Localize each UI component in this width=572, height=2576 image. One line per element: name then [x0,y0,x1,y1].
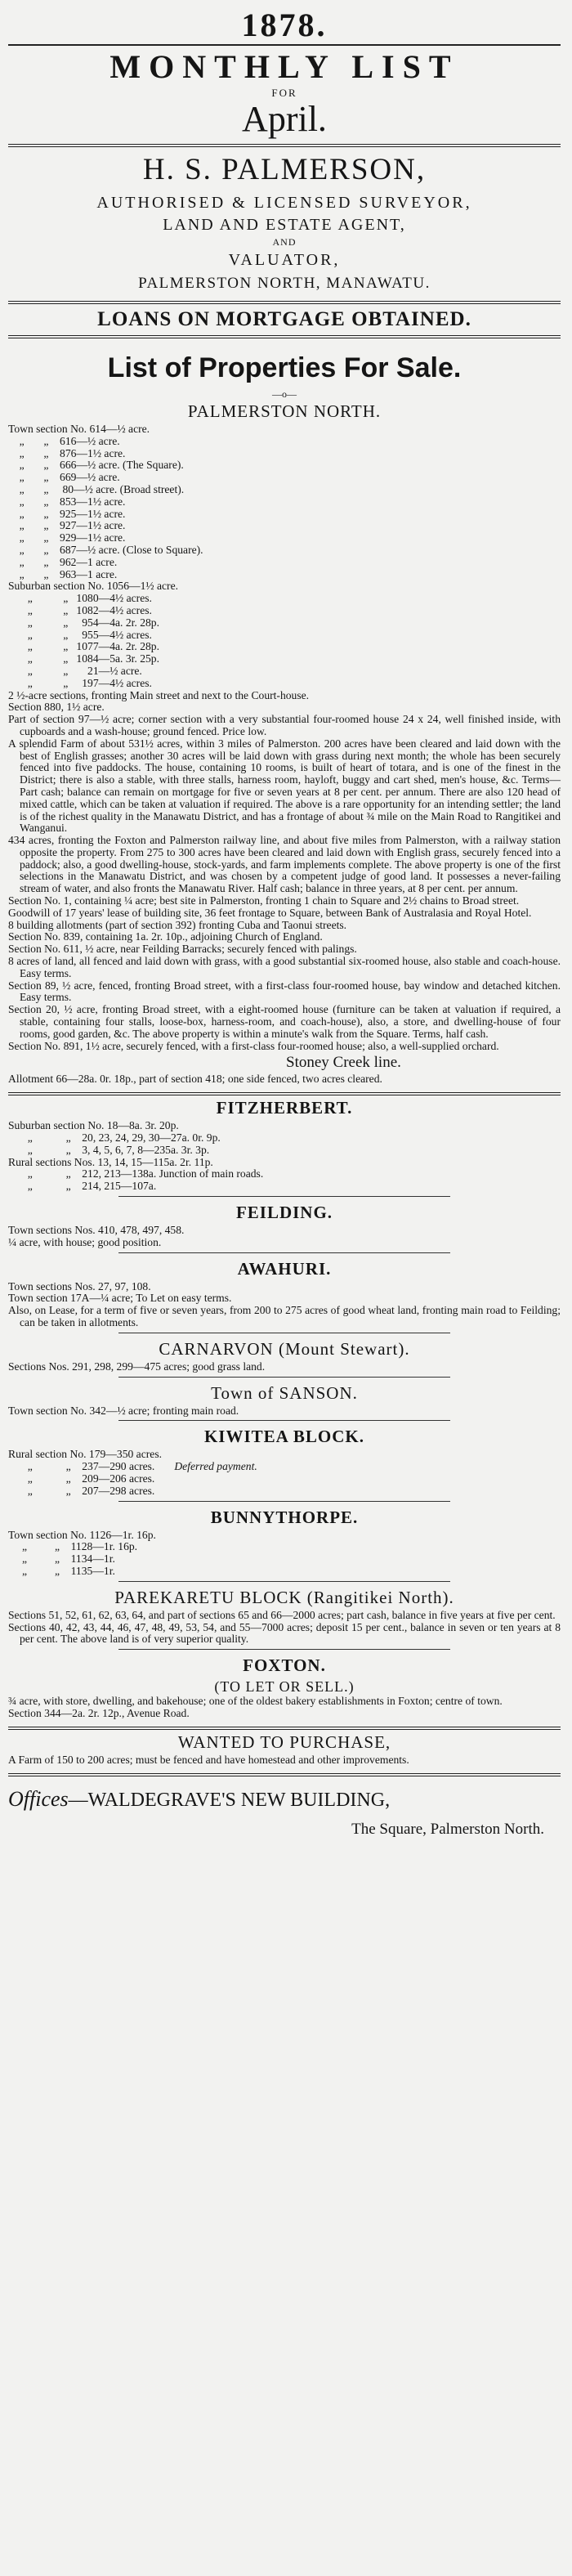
list-item: Town section No. 342—½ acre; fronting main road. [8,1404,239,1417]
list-item: „ „ 209—206 acres. [8,1472,155,1485]
list-item: „ „ 197—4½ acres. [8,676,152,689]
divider [118,1377,450,1378]
list-item: „ „ 20, 23, 24, 29, 30—27a. 0r. 9p. [8,1131,221,1145]
list-item: Town sections Nos. 410, 478, 497, 458. [8,1224,185,1237]
agent-name: H. S. PALMERSON, [142,153,427,186]
list-item: „ „ 669—½ acre. [8,471,120,484]
town-section-list [8,423,561,580]
listing: Section No. 611, ½ acre, near Feilding Barracks; securely fenced with palings. [8,943,357,956]
listing: 8 building allotments (part of section 392) fronting Cuba and Taonui streets. [8,918,347,931]
list-item: ¼ acre, with house; good position. [8,1235,162,1248]
list-item: „ „ 962—1 acre. [8,555,118,568]
listing: Goodwill of 17 years' lease of building site, 36 feet frontage to Square, between Bank of Australasia and Royal Hotel. [8,906,532,919]
listing: A splendid Farm of about 531½ acres, within 3 miles of Palmerston. 200 acres have been cleared and laid down with the best of English grasses; another 30 acres will be laid down with grass during next month; the whole has been securely fenced into five paddocks. The house, containing 10 rooms, is built of heart of totara, and is one of the finest in the District; there is also a stable, with three stalls, harness room, hayloft, buggy and cart shed, men's house, &c. Terms—Part cash; balance can remain on mortgage for five or seven years at 8 per cent. per annum. There are also 120 head of mixed cattle, which can be taken at valuation if required. The above is a rare opportunity for an intending settler; the land is of the richest quality in the Manawatu District, and has a frontage of about ¾ mile on the Main Road to Rangitikei and Wanganui. [8,737,561,835]
list-item: „ „ 80—½ acre. (Broad street). [8,482,185,495]
list-item: Suburban section No. 18—8a. 3r. 20p. [8,1119,179,1132]
agent-role-2: LAND AND ESTATE AGENT, [163,216,406,234]
fitzherbert-list [8,1120,561,1193]
loans-banner: LOANS ON MORTGAGE OBTAINED. [97,308,471,330]
divider [8,44,561,46]
bunnythorpe-list [8,1530,561,1578]
list-item: Town section No. 614—½ acre. [8,423,150,435]
listing: Section 344—2a. 2r. 12p., Avenue Road. [8,1706,190,1719]
section-heading-fitzherbert: FITZHERBERT. [216,1098,353,1118]
list-item: „ „ 207—298 acres. [8,1484,155,1497]
divider [8,1773,561,1776]
offices-text: —WALDEGRAVE'S NEW BUILDING, [68,1789,391,1811]
month: April. [242,99,327,139]
divider [8,335,561,338]
divider [118,1252,450,1253]
list-item: Sections Nos. 291, 298, 299—475 acres; good grass land. [8,1360,266,1373]
agent-role-1: AUTHORISED & LICENSED SURVEYOR, [96,194,472,212]
divider [118,1581,450,1582]
list-item: „ „ 666—½ acre. (The Square). [8,459,184,472]
list-item: „ „ 955—4½ acres. [8,628,152,641]
section-heading-sanson: Town of SANSON. [211,1382,358,1403]
offices-label: Offices [8,1786,69,1811]
listing: A Farm of 150 to 200 acres; must be fenced and have homestead and other improvements. [8,1753,409,1766]
list-item: Suburban section No. 1056—1½ acre. [8,580,179,593]
list-item: „ „ 876—1½ acre. [8,446,126,459]
section-heading-foxton: FOXTON. [243,1655,326,1676]
list-item: Rural sections Nos. 13, 14, 15—115a. 2r. 11p. [8,1155,213,1168]
listing: Sections 51, 52, 61, 62, 63, 64, and part of sections 65 and 66—2000 acres; part cash, balance in five years at five per cent. [8,1608,556,1621]
listing: Section No. 891, 1½ acre, securely fenced, with a first-class four-roomed house; also, a well-supplied orchard. [8,1039,499,1052]
list-item: „ „ 616—½ acre. [8,434,120,447]
listing: 2 ½-acre sections, fronting Main street and next to the Court-house. [8,688,310,701]
section-heading-wanted: WANTED TO PURCHASE, [177,1732,391,1752]
feilding-list [8,1225,561,1249]
section-heading-palmerston: PALMERSTON NORTH. [187,401,382,421]
section-heading-parekaretu: PAREKARETU BLOCK (Rangitikei North). [114,1587,454,1607]
listing: Section 89, ½ acre, fenced, fronting Broad street, with a first-class four-roomed house, bay window and detached kitchen. Easy terms. [8,979,561,1004]
divider [8,144,561,147]
listing: ¾ acre, with store, dwelling, and bakehouse; one of the oldest bakery establishments in Foxton; centre of town. [8,1695,503,1708]
list-item: „ „ 954—4a. 2r. 28p. [8,616,160,629]
agent-address: PALMERSTON NORTH, MANAWATU. [138,275,431,292]
listing: Allotment 66—28a. 0r. 18p., part of section 418; one side fenced, two acres cleared. [8,1073,382,1086]
section-heading-kiwitea: KIWITEA BLOCK. [203,1427,365,1447]
properties-title: List of Properties For Sale. [107,352,462,383]
listing: 434 acres, fronting the Foxton and Palmerston railway line, and about five miles from Palmerston, with a railway station opposite the property. From 275 to 300 acres have been cleared and laid down with English grass, securely fenced into a paddock; also, a good dwelling-house, stock-yards, and farm implements complete. The above property is one of the first selections in the Manawatu District, and was chosen by a competent judge of good land. It possesses a never-failing stream of water, and also fronts the Manawatu River. Half cash; balance in three years, at 8 per cent. per annum. [8,834,561,895]
list-item: Town sections Nos. 27, 97, 108. [8,1279,151,1292]
list-item: „ „ 1077—4a. 2r. 28p. [8,640,160,653]
section-heading-feilding: FEILDING. [235,1203,333,1223]
listing: Section No. 1, containing ¼ acre; best site in Palmerston, fronting 1 chain to Square and 2½ chains to Broad street. [8,894,520,907]
year: 1878. [241,7,328,43]
listing: 8 acres of land, all fenced and laid down with grass, with a good substantial six-roomed house, also stable and coach-house. Easy terms. [8,955,561,979]
carnarvon-list [8,1361,561,1373]
property-listings [8,690,561,1053]
list-item: „ „ 1135—1r. [8,1564,115,1577]
and-label: AND [272,236,297,248]
for-label: FOR [271,87,297,99]
agent-role-3: VALUATOR, [228,251,341,269]
section-heading-awahuri: AWAHURI. [237,1258,332,1279]
divider [118,1501,450,1502]
offices-line [8,1786,561,1813]
list-item: „ „ 237—290 acres. [8,1460,155,1473]
suburban-section-list [8,580,561,689]
awahuri-list [8,1281,561,1306]
sanson-list [8,1405,561,1418]
deferred-payment-note: Deferred payment. [174,1460,257,1473]
list-item: „ „ 927—1½ acre. [8,519,126,532]
list-item: Town section 17A—¼ acre; To Let on easy terms. [8,1292,232,1305]
listing: Section 20, ½ acre, fronting Broad street, with a eight-roomed house (furniture can be taken at valuation if required, a stable, containing four stalls, loose-box, harness-room, and coach-house), also, a store, and dwelling-house of four rooms, good garden, &c. The above property is within a minute's walk from the Square. Terms, half cash. [8,1003,561,1040]
section-heading-carnarvon: CARNARVON (Mount Stewart). [159,1338,410,1359]
list-item: „ „ 1082—4½ acres. [8,603,152,616]
list-item: Rural section No. 179—350 acres. [8,1448,163,1461]
listing: Also, on Lease, for a term of five or seven years, from 200 to 275 acres of good wheat land, fronting main road to Feilding; can be taken in allotments. [8,1304,561,1328]
list-item: „ „ 1134—1r. [8,1552,115,1566]
list-item: „ „ 1080—4½ acres. [8,592,152,605]
list-item: „ „ 3, 4, 5, 6, 7, 8—235a. 3r. 3p. [8,1143,210,1156]
listing: Section 880, 1½ acre. [8,701,105,714]
list-item-with-note [8,1461,561,1473]
list-item: „ „ 1084—5a. 3r. 25p. [8,652,160,665]
list-item: „ „ 925—1½ acre. [8,507,126,520]
list-item: „ „ 963—1 acre. [8,567,118,580]
divider [118,1420,450,1421]
offices-address: The Square, Palmerston North. [351,1820,544,1838]
divider [118,1196,450,1197]
list-item: „ „ 853—1½ acre. [8,495,126,508]
separator: —o— [272,388,297,400]
listing: Part of section 97—½ acre; corner section with a very substantial four-roomed house 24 x 24, well finished inside, with cupboards and a wash-house; ground fenced. Price low. [8,713,561,737]
list-item: „ „ 21—½ acre. [8,664,142,677]
list-title: MONTHLY LIST [109,48,459,85]
list-item: „ „ 214, 215—107a. [8,1180,157,1193]
foxton-subheading: (TO LET OR SELL.) [214,1678,355,1696]
listing: Section No. 839, containing 1a. 2r. 10p., adjoining Church of England. [8,930,323,943]
list-item: Town section No. 1126—1r. 16p. [8,1528,156,1541]
subheading-stoney-creek: Stoney Creek line. [286,1054,401,1072]
divider [118,1649,450,1650]
listing: Sections 40, 42, 43, 44, 46, 47, 48, 49, 53, 54, and 55—7000 acres; deposit 15 per cent., balance in seven or ten years at 8 per cent. The above land is of very superior quality. [8,1620,561,1646]
section-heading-bunnythorpe: BUNNYTHORPE. [210,1507,359,1527]
list-item: „ „ 212, 213—138a. Junction of main roads. [8,1167,264,1180]
kiwitea-list [8,1449,561,1497]
list-item: „ „ 687—½ acre. (Close to Square). [8,543,203,556]
list-item: „ „ 929—1½ acre. [8,531,126,544]
list-item: „ „ 1128—1r. 16p. [8,1540,138,1553]
